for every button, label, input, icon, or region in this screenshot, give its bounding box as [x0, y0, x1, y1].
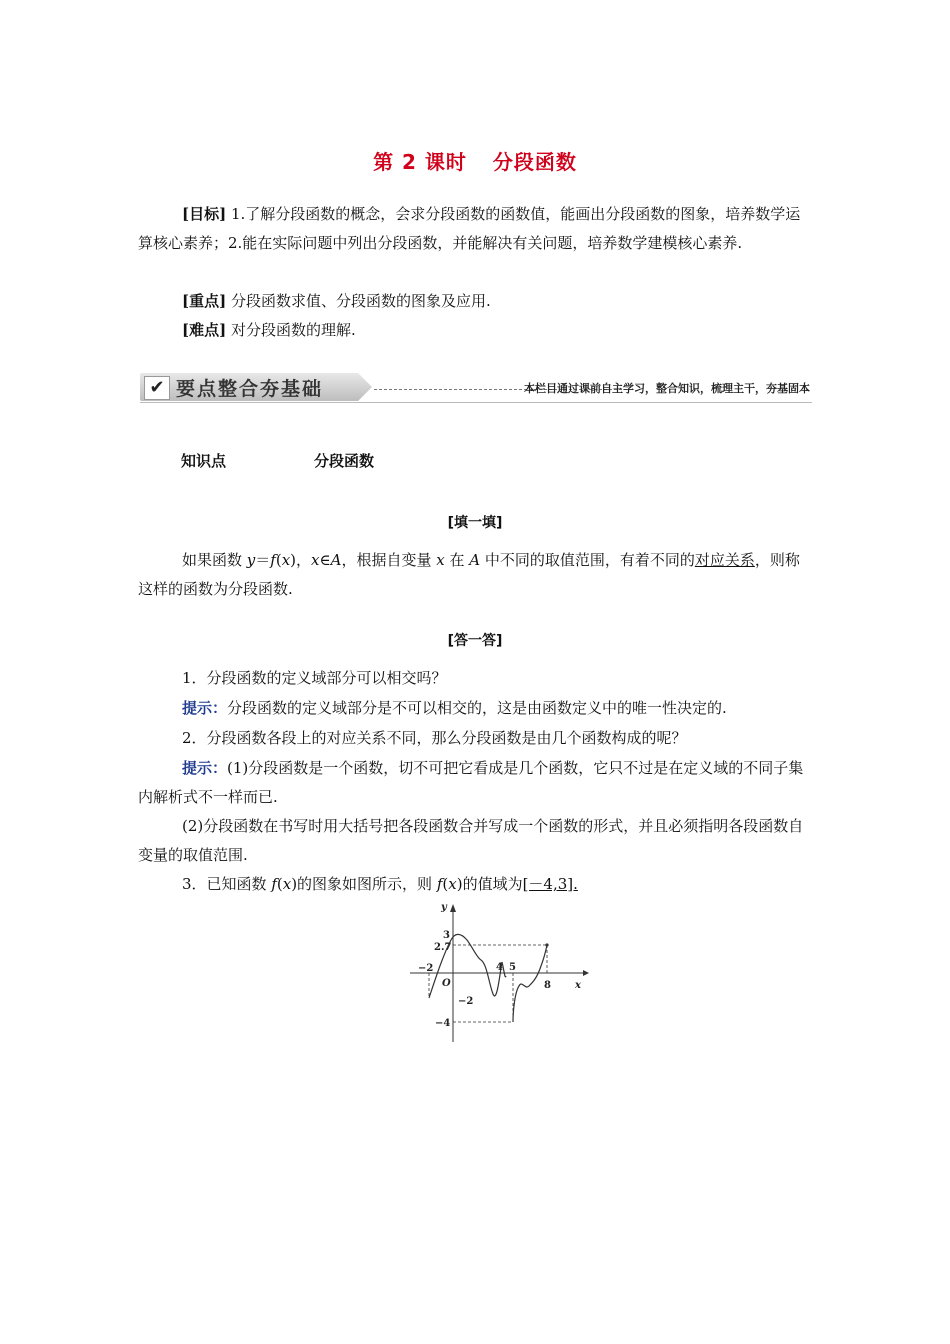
- goals-tag: [目标]: [182, 205, 227, 223]
- x-axis-arrow: [583, 970, 589, 976]
- qa-header: [答一答]: [447, 633, 503, 649]
- tick-label-y3: 3: [443, 930, 450, 941]
- banner-label: 要点整合夯基础: [176, 378, 324, 400]
- tick-label-xm2: −2: [418, 963, 434, 974]
- tick-label-y27: 2.7: [434, 942, 452, 953]
- tick-label-ym2: −2: [458, 996, 474, 1007]
- key-tag: [重点]: [182, 292, 227, 310]
- curve-segment-2: [513, 945, 547, 1022]
- question-2: 2．分段函数各段上的对应关系不同，那么分段函数是由几个函数构成的呢？: [182, 729, 687, 747]
- check-icon: ✔: [144, 376, 170, 400]
- hint-label: 提示：: [182, 759, 228, 777]
- page-title: 第 2 课时 分段函数: [373, 150, 577, 174]
- difficulty-text: 对分段函数的理解.: [226, 321, 356, 339]
- fill-header: [填一填]: [447, 515, 503, 531]
- fill-paragraph: 如果函数 y＝f(x)，x∈A，根据自变量 x 在 A 中不同的取值范围，有着不同的对应关系，则称这样的函数为分段函数.: [138, 551, 800, 598]
- tick-label-ym4: −4: [435, 1018, 451, 1029]
- tick-label-x4: 4: [496, 962, 503, 973]
- section-banner: [140, 373, 812, 403]
- difficulty-tag: [难点]: [182, 321, 227, 339]
- banner-rule: [140, 402, 812, 403]
- function-graph: [405, 900, 590, 1045]
- goals-text: 1.了解分段函数的概念，会求分段函数的函数值，能画出分段函数的图象，培养数学运算核心素养；2.能在实际问题中列出分段函数，并能解决有关问题，培养数学建模核心素养.: [138, 205, 801, 252]
- key-text: 分段函数求值、分段函数的图象及应用.: [226, 292, 491, 310]
- question-1: 1．分段函数的定义域部分可以相交吗？: [182, 669, 447, 687]
- answer-2a: 提示：(1)分段函数是一个函数，切不可把它看成是几个函数，它只不过是在定义域的不同子集内解析式不一样而已.: [138, 759, 804, 806]
- y-axis-arrow: [450, 904, 456, 912]
- fill-answer: 对应关系: [694, 551, 755, 569]
- tick-label-x5: 5: [509, 962, 516, 973]
- goals-paragraph: [138, 200, 814, 258]
- banner-note: 本栏目通过课前自主学习，整合知识，梳理主干，夯基固本: [524, 382, 810, 395]
- knowledge-label: 知识点: [181, 452, 227, 470]
- key-paragraph: [138, 287, 814, 316]
- difficulty-paragraph: [138, 316, 814, 345]
- answer-1: 提示：分段函数的定义域部分是不可以相交的，这是由函数定义中的唯一性决定的.: [182, 699, 727, 717]
- hint-label: 提示：: [182, 699, 228, 717]
- x-axis-label: x: [575, 980, 581, 991]
- question-3: 3．已知函数 f(x)的图象如图所示，则 f(x)的值域为[－4,3].: [182, 875, 578, 893]
- y-axis-label: y: [441, 902, 447, 913]
- answer-2b: (2)分段函数在书写时用大括号把各段函数合并写成一个函数的形式，并且必须指明各段函数自变量的取值范围.: [138, 817, 804, 864]
- origin-label: O: [442, 978, 451, 989]
- knowledge-name: 分段函数: [314, 452, 375, 470]
- endpoint-dot: [545, 943, 548, 946]
- tick-label-x8: 8: [544, 980, 551, 991]
- question-3-answer: [－4,3].: [522, 875, 578, 893]
